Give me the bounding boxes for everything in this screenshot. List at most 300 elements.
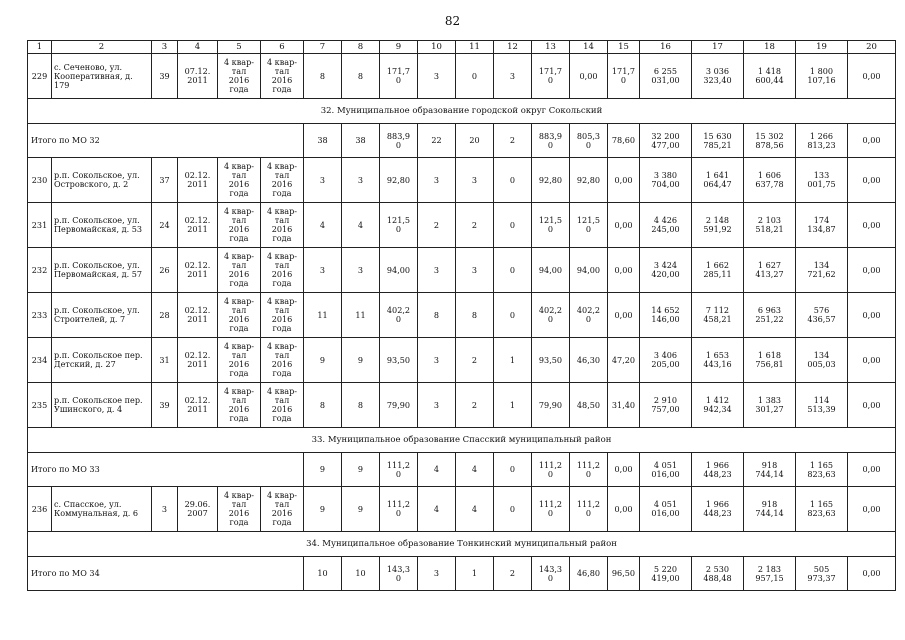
row-number: 232 [28, 248, 52, 293]
cell-line: 0 [395, 572, 402, 583]
col-8-cell: 8 [342, 383, 380, 428]
cell-line: 016,00 [651, 508, 680, 518]
col-20-cell: 0,00 [848, 248, 896, 293]
header-row [28, 41, 896, 54]
cell-line: 111,2 [538, 459, 563, 470]
cell-line: 591,92 [703, 224, 732, 234]
cell-line: 134,87 [807, 224, 836, 234]
cell-line: 0 [395, 224, 402, 234]
cell-line: года [272, 323, 292, 333]
col-6-cell [261, 248, 304, 293]
cell-line: 96,50 [611, 568, 636, 578]
cell-line: 3 406 [653, 350, 678, 360]
col-13-cell [532, 203, 570, 248]
col-12-cell: 0 [494, 203, 532, 248]
cell-line: р.п. Сокольское, ул. [54, 215, 140, 225]
col-5-cell [218, 203, 261, 248]
cell-line: 0 [585, 314, 592, 324]
cell-line: 2011 [187, 75, 208, 85]
cell-line: р.п. Сокольское пер. [54, 350, 143, 360]
cell-line: 0 [395, 75, 402, 85]
cell-line: тал [274, 395, 290, 405]
table-row [28, 203, 896, 248]
col-13-cell [532, 54, 570, 99]
col-10-cell: 2 [418, 203, 456, 248]
cell-line: 402,2 [386, 305, 411, 315]
col-8-cell: 4 [342, 203, 380, 248]
cell-line: 918 [761, 459, 778, 470]
cell-line: 7 112 [705, 305, 730, 315]
cell-line: 576 [813, 305, 830, 315]
col-14-cell [570, 487, 608, 532]
cell-line: 2016 [271, 224, 293, 234]
col-18-cell [744, 248, 796, 293]
header-cell: 4 [178, 41, 218, 54]
row-number: 229 [28, 54, 52, 99]
cell-line: 111,2 [576, 459, 601, 470]
cell-line: 79,90 [538, 399, 563, 410]
col-12-cell: 0 [494, 487, 532, 532]
col-17-cell [692, 557, 744, 591]
cell-line: Ушинского, д. 4 [54, 404, 123, 414]
col-5-cell [218, 383, 261, 428]
col-3-cell: 26 [152, 248, 178, 293]
cell-line: 448,23 [703, 468, 732, 479]
cell-line: 111,2 [576, 499, 601, 509]
col-14-cell [570, 54, 608, 99]
cell-line: 2 183 [757, 563, 782, 574]
col-13-cell [532, 557, 570, 591]
cell-line: Детский, д. 27 [54, 359, 116, 369]
col-11-cell: 8 [456, 293, 494, 338]
cell-line: тал [231, 350, 247, 360]
col-7-cell: 8 [304, 54, 342, 99]
cell-line: 107,16 [807, 75, 836, 85]
col-11-cell: 3 [456, 248, 494, 293]
col-20-cell: 0,00 [848, 557, 896, 591]
address-cell [52, 203, 152, 248]
cell-line: р.п. Сокольское пер. [54, 395, 143, 405]
cell-line: 0 [395, 139, 402, 150]
cell-line: 2 148 [705, 215, 730, 225]
cell-line: 121,5 [538, 215, 563, 225]
col-8-cell: 3 [342, 248, 380, 293]
row-number: 234 [28, 338, 52, 383]
col-4-cell [178, 293, 218, 338]
col-3-cell: 39 [152, 383, 178, 428]
col-3-cell: 37 [152, 158, 178, 203]
col-12-cell: 0 [494, 453, 532, 487]
col-19-cell [796, 338, 848, 383]
address-cell [52, 54, 152, 99]
cell-line: 02.12. [184, 260, 211, 270]
cell-line: 518,21 [755, 224, 784, 234]
cell-line: 2 530 [705, 563, 730, 574]
col-7-cell: 11 [304, 293, 342, 338]
cell-line: 031,00 [651, 75, 680, 85]
header-cell: 15 [608, 41, 640, 54]
col-10-cell: 3 [418, 54, 456, 99]
cell-line: 419,00 [651, 572, 680, 583]
col-19-cell [796, 557, 848, 591]
header-cell: 3 [152, 41, 178, 54]
cell-line: 4 квар- [266, 341, 298, 351]
col-18-cell [744, 338, 796, 383]
table-row [28, 54, 896, 99]
col-18-cell [744, 293, 796, 338]
cell-line: года [229, 413, 249, 423]
col-10-cell: 4 [418, 453, 456, 487]
col-12-cell: 3 [494, 54, 532, 99]
col-13-cell [532, 453, 570, 487]
cell-line: 171,7 [386, 66, 411, 76]
col-3-cell: 39 [152, 54, 178, 99]
cell-line: 2016 [271, 359, 293, 369]
col-16-cell [640, 557, 692, 591]
cell-line: 477,00 [651, 139, 680, 150]
cell-line: тал [231, 260, 247, 270]
col-6-cell [261, 383, 304, 428]
col-10-cell: 3 [418, 383, 456, 428]
address-cell [52, 158, 152, 203]
col-5-cell [218, 248, 261, 293]
col-7-cell: 8 [304, 383, 342, 428]
col-12-cell: 0 [494, 293, 532, 338]
col-14-cell [570, 248, 608, 293]
cell-line: 2016 [228, 359, 250, 369]
cell-line: 973,37 [807, 572, 836, 583]
col-7-cell: 4 [304, 203, 342, 248]
col-19-cell [796, 383, 848, 428]
col-17-cell [692, 383, 744, 428]
cell-line: 0 [395, 468, 402, 479]
cell-line: 813,23 [807, 139, 836, 150]
col-12-cell: 1 [494, 338, 532, 383]
col-14-cell [570, 383, 608, 428]
total-label: Итого по МО 32 [28, 124, 304, 158]
cell-line: 0,00 [614, 174, 633, 185]
cell-line: года [272, 188, 292, 198]
cell-line: года [272, 84, 292, 94]
col-14-cell [570, 557, 608, 591]
section-row [28, 99, 896, 124]
col-6-cell [261, 487, 304, 532]
cell-line: Первомайская, д. 57 [54, 269, 143, 279]
col-9-cell [380, 487, 418, 532]
col-20-cell: 0,00 [848, 158, 896, 203]
table-row [28, 158, 896, 203]
header-cell: 18 [744, 41, 796, 54]
cell-line: 2016 [271, 314, 293, 324]
col-15-cell [608, 54, 640, 99]
col-13-cell [532, 338, 570, 383]
cell-line: 31,40 [611, 399, 636, 410]
cell-line: 2007 [187, 508, 208, 518]
cell-line: 46,30 [576, 354, 601, 365]
col-10-cell: 3 [418, 158, 456, 203]
cell-line: 6 255 [653, 66, 678, 76]
col-8-cell: 9 [342, 453, 380, 487]
section-row [28, 532, 896, 557]
col-16-cell [640, 293, 692, 338]
cell-line: 744,14 [755, 508, 784, 518]
cell-line: 143,3 [386, 563, 411, 574]
header-cell: 2 [52, 41, 152, 54]
cell-line: 3 424 [653, 260, 678, 270]
address-cell [52, 248, 152, 293]
col-11-cell: 1 [456, 557, 494, 591]
cell-line: 94,00 [538, 264, 563, 275]
cell-line: 448,23 [703, 508, 732, 518]
cell-line: тал [274, 66, 290, 76]
col-6-cell [261, 203, 304, 248]
col-17-cell [692, 124, 744, 158]
col-16-cell [640, 54, 692, 99]
col-17-cell [692, 203, 744, 248]
section-row [28, 428, 896, 453]
cell-line: Островского, д. 2 [54, 179, 129, 189]
address-cell [52, 487, 152, 532]
cell-line: 1 627 [757, 260, 782, 270]
cell-line: 179 [54, 79, 70, 90]
cell-line: года [229, 323, 249, 333]
col-11-cell: 4 [456, 453, 494, 487]
row-number: 230 [28, 158, 52, 203]
col-9-cell [380, 293, 418, 338]
cell-line: 02.12. [184, 395, 211, 405]
col-4-cell [178, 203, 218, 248]
cell-line: 1 641 [705, 170, 730, 180]
cell-line: тал [231, 66, 247, 76]
row-number: 233 [28, 293, 52, 338]
cell-line: 4 квар- [223, 206, 255, 216]
col-13-cell [532, 248, 570, 293]
cell-line: 205,00 [651, 359, 680, 369]
cell-line: 46,80 [576, 568, 601, 578]
col-15-cell [608, 453, 640, 487]
col-4-cell [178, 54, 218, 99]
col-3-cell: 31 [152, 338, 178, 383]
cell-line: р.п. Сокольское, ул. [54, 305, 140, 315]
cell-line: 1 418 [757, 66, 782, 76]
cell-line: 1 966 [705, 459, 730, 470]
col-20-cell: 0,00 [848, 54, 896, 99]
col-16-cell [640, 248, 692, 293]
cell-line: 005,03 [807, 359, 836, 369]
total-label: Итого по МО 33 [28, 453, 304, 487]
cell-line: 2011 [187, 269, 208, 279]
cell-line: 251,22 [755, 314, 784, 324]
cell-line: 94,00 [576, 264, 601, 275]
total-row [28, 453, 896, 487]
col-16-cell [640, 453, 692, 487]
col-4-cell [178, 248, 218, 293]
cell-line: 0 [585, 139, 592, 150]
cell-line: 171,7 [538, 66, 563, 76]
col-14-cell [570, 453, 608, 487]
col-8-cell: 11 [342, 293, 380, 338]
col-15-cell [608, 158, 640, 203]
col-18-cell [744, 383, 796, 428]
cell-line: 79,90 [386, 399, 411, 410]
cell-line: тал [274, 170, 290, 180]
col-17-cell [692, 487, 744, 532]
col-7-cell: 3 [304, 248, 342, 293]
col-9-cell [380, 557, 418, 591]
cell-line: с. Спасское, ул. [54, 499, 122, 509]
cell-line: 2016 [228, 508, 250, 518]
cell-line: 4 квар- [266, 251, 298, 261]
col-7-cell: 3 [304, 158, 342, 203]
col-11-cell: 2 [456, 338, 494, 383]
cell-line: 0,00 [614, 464, 633, 474]
col-14-cell [570, 338, 608, 383]
cell-line: 47,20 [611, 354, 636, 365]
cell-line: 4 квар- [266, 161, 298, 171]
col-13-cell [532, 124, 570, 158]
cell-line: 4 квар- [223, 161, 255, 171]
cell-line: 111,2 [386, 459, 411, 470]
cell-line: 2016 [271, 75, 293, 85]
cell-line: 637,78 [755, 179, 784, 189]
table-row [28, 293, 896, 338]
cell-line: 121,5 [576, 215, 601, 225]
cell-line: 505 [813, 563, 830, 574]
cell-line: 721,62 [807, 269, 836, 279]
col-19-cell [796, 248, 848, 293]
col-3-cell: 3 [152, 487, 178, 532]
col-17-cell [692, 54, 744, 99]
cell-line: 0 [395, 508, 402, 518]
col-5-cell [218, 54, 261, 99]
cell-line: 146,00 [651, 314, 680, 324]
col-16-cell [640, 124, 692, 158]
header-cell: 17 [692, 41, 744, 54]
col-10-cell: 3 [418, 248, 456, 293]
col-14-cell [570, 203, 608, 248]
col-17-cell [692, 248, 744, 293]
cell-line: 92,80 [386, 174, 411, 185]
col-19-cell [796, 453, 848, 487]
col-3-cell: 24 [152, 203, 178, 248]
cell-line: 1 165 [809, 499, 834, 509]
col-15-cell [608, 203, 640, 248]
cell-line: года [229, 84, 249, 94]
col-18-cell [744, 124, 796, 158]
col-7-cell: 10 [304, 557, 342, 591]
row-number: 236 [28, 487, 52, 532]
col-6-cell [261, 54, 304, 99]
col-8-cell: 9 [342, 338, 380, 383]
page-number: 82 [444, 14, 461, 28]
cell-line: 174 [813, 215, 830, 225]
cell-line: тал [274, 260, 290, 270]
col-15-cell [608, 124, 640, 158]
cell-line: 402,2 [538, 305, 563, 315]
cell-line: 1 653 [705, 350, 730, 360]
col-17-cell [692, 293, 744, 338]
cell-line: 402,2 [576, 305, 601, 315]
cell-line: 134 [813, 350, 830, 360]
section-title: 33. Муниципальное образование Спасский муниципальный район [28, 428, 896, 453]
header-cell: 19 [796, 41, 848, 54]
cell-line: 92,80 [576, 174, 601, 185]
cell-line: 2011 [187, 359, 208, 369]
table-row [28, 487, 896, 532]
cell-line: 513,39 [807, 404, 836, 414]
cell-line: 134 [813, 260, 830, 270]
cell-line: 111,2 [386, 499, 411, 509]
cell-line: 4 квар- [266, 490, 298, 500]
col-19-cell [796, 487, 848, 532]
col-20-cell: 0,00 [848, 487, 896, 532]
table-body [28, 41, 896, 591]
cell-line: 0 [585, 224, 592, 234]
cell-line: 2016 [228, 404, 250, 414]
cell-line: 4 426 [653, 215, 678, 225]
cell-line: 285,11 [703, 269, 732, 279]
cell-line: 02.12. [184, 305, 211, 315]
col-20-cell: 0,00 [848, 383, 896, 428]
col-6-cell [261, 293, 304, 338]
cell-line: 420,00 [651, 269, 680, 279]
cell-line: 14 652 [651, 305, 680, 315]
cell-line: 001,75 [807, 179, 836, 189]
cell-line: 1 662 [705, 260, 730, 270]
col-9-cell [380, 248, 418, 293]
header-cell: 5 [218, 41, 261, 54]
col-18-cell [744, 203, 796, 248]
cell-line: 744,14 [755, 468, 784, 479]
header-cell: 11 [456, 41, 494, 54]
col-19-cell [796, 203, 848, 248]
cell-line: 4 квар- [266, 386, 298, 396]
cell-line: 883,9 [386, 130, 411, 141]
cell-line: 0 [395, 314, 402, 324]
cell-line: 2 910 [653, 395, 678, 405]
cell-line: 4 квар- [223, 251, 255, 261]
col-10-cell: 22 [418, 124, 456, 158]
col-8-cell: 3 [342, 158, 380, 203]
header-cell: 9 [380, 41, 418, 54]
col-16-cell [640, 158, 692, 203]
col-14-cell [570, 124, 608, 158]
col-16-cell [640, 203, 692, 248]
cell-line: 0,00 [614, 219, 633, 230]
col-13-cell [532, 293, 570, 338]
cell-line: 133 [813, 170, 830, 180]
col-5-cell [218, 487, 261, 532]
col-12-cell: 0 [494, 248, 532, 293]
col-8-cell: 9 [342, 487, 380, 532]
cell-line: 823,63 [807, 468, 836, 479]
col-5-cell [218, 293, 261, 338]
cell-line: 4 квар- [223, 57, 255, 67]
cell-line: 2016 [271, 404, 293, 414]
cell-line: 2016 [228, 179, 250, 189]
header-cell: 16 [640, 41, 692, 54]
cell-line: 1 618 [757, 350, 782, 360]
cell-line: 2011 [187, 179, 208, 189]
col-19-cell [796, 124, 848, 158]
col-11-cell: 4 [456, 487, 494, 532]
cell-line: года [272, 278, 292, 288]
cell-line: 4 051 [653, 499, 678, 509]
cell-line: 016,00 [651, 468, 680, 479]
col-9-cell [380, 124, 418, 158]
cell-line: 2011 [187, 314, 208, 324]
cell-line: 0 [620, 75, 627, 85]
